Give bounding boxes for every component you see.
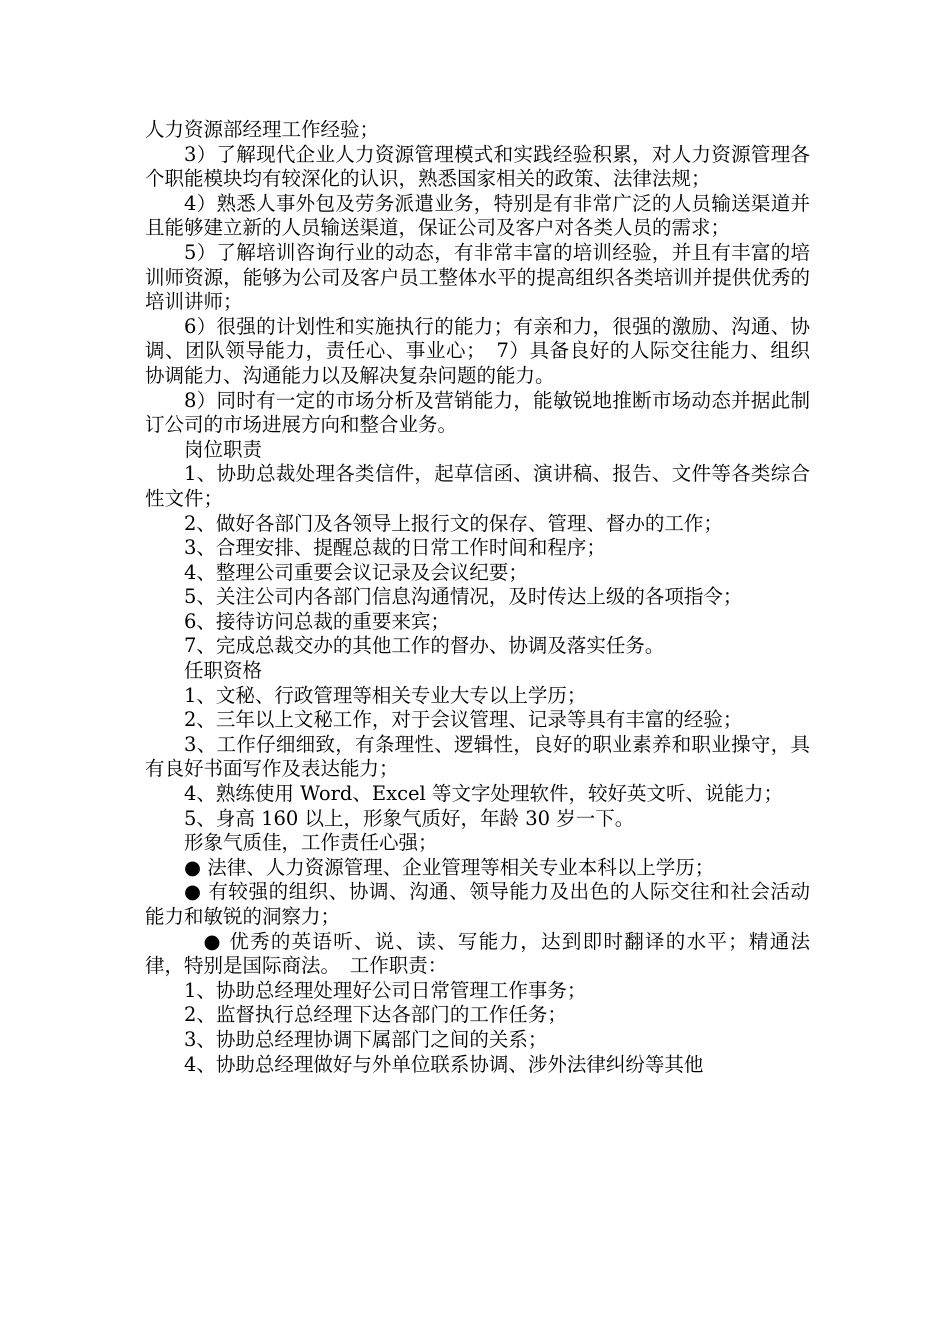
- paragraph: 5、身高 160 以上，形象气质好，年龄 30 岁一下。: [184, 806, 635, 830]
- paragraph: 3）了解现代企业人力资源管理模式和实践经验积累，对人力资源管理各个职能模块均有较深化的认识，熟悉国家相关的政策、法律法规；: [145, 142, 810, 191]
- paragraph: 岗位职责: [184, 437, 263, 461]
- document-body: [145, 118, 810, 1077]
- paragraph: 任职资格: [184, 659, 263, 683]
- paragraph: 4、整理公司重要会议记录及会议纪要；: [184, 560, 528, 584]
- paragraph: 6）很强的计划性和实施执行的能力；有亲和力，很强的激励、沟通、协调、团队领导能力，责任心、事业心； 7）具备良好的人际交往能力、组织协调能力、沟通能力以及解决复杂问题的能力。: [145, 314, 810, 387]
- paragraph: 6、接待访问总裁的重要来宾；: [184, 609, 450, 633]
- paragraph: 4、熟练使用 Word、Excel 等文字处理软件，较好英文听、说能力；: [184, 782, 783, 806]
- paragraph: 1、协助总经理处理好公司日常管理工作事务；: [184, 978, 587, 1002]
- paragraph: 1、协助总裁处理各类信件，起草信函、演讲稿、报告、文件等各类综合性文件；: [145, 462, 810, 510]
- paragraph: 7、完成总裁交办的其他工作的督办、协调及落实任务。: [184, 634, 665, 658]
- paragraph: 4）熟悉人事外包及劳务派遣业务，特别是有非常广泛的人员输送渠道并且能够建立新的人员输送渠道，保证公司及客户对各类人员的需求；: [145, 191, 810, 240]
- paragraph: ● 优秀的英语听、说、读、写能力，达到即时翻译的水平；精通法律，特别是国际商法。 工作职责：: [145, 929, 810, 978]
- paragraph: 2、监督执行总经理下达各部门的工作任务；: [184, 1003, 567, 1027]
- paragraph: 1、文秘、行政管理等相关专业大专以上学历；: [184, 683, 587, 707]
- paragraph: 8）同时有一定的市场分析及营销能力，能敏锐地推断市场动态并据此制订公司的市场进展方向和整合业务。: [145, 388, 810, 437]
- paragraph: 3、合理安排、提醒总裁的日常工作时间和程序；: [184, 536, 606, 560]
- paragraph: 人力资源部经理工作经验；: [145, 118, 380, 141]
- paragraph: 形象气质佳，工作责任心强；: [184, 831, 438, 855]
- paragraph: 2、做好各部门及各领导上报行文的保存、管理、督办的工作；: [184, 511, 723, 535]
- paragraph: 5、关注公司内各部门信息沟通情况，及时传达上级的各项指令；: [184, 585, 743, 609]
- paragraph: 3、工作仔细细致，有条理性、逻辑性，良好的职业素养和职业操守，具有良好书面写作及表达能力；: [145, 732, 810, 781]
- paragraph: ● 有较强的组织、协调、沟通、领导能力及出色的人际交往和社会活动能力和敏锐的洞察力；: [145, 880, 810, 928]
- paragraph: 5）了解培训咨询行业的动态，有非常丰富的培训经验，并且有丰富的培训师资源，能够为公司及客户员工整体水平的提高组织各类培训并提供优秀的培训讲师；: [145, 240, 810, 314]
- paragraph: ● 法律、人力资源管理、企业管理等相关专业本科以上学历；: [184, 855, 715, 879]
- paragraph: 4、协助总经理做好与外单位联系协调、涉外法律纠纷等其他: [184, 1052, 704, 1076]
- paragraph: 3、协助总经理协调下属部门之间的关系；: [184, 1027, 548, 1051]
- paragraph: 2、三年以上文秘工作，对于会议管理、记录等具有丰富的经验；: [184, 708, 743, 732]
